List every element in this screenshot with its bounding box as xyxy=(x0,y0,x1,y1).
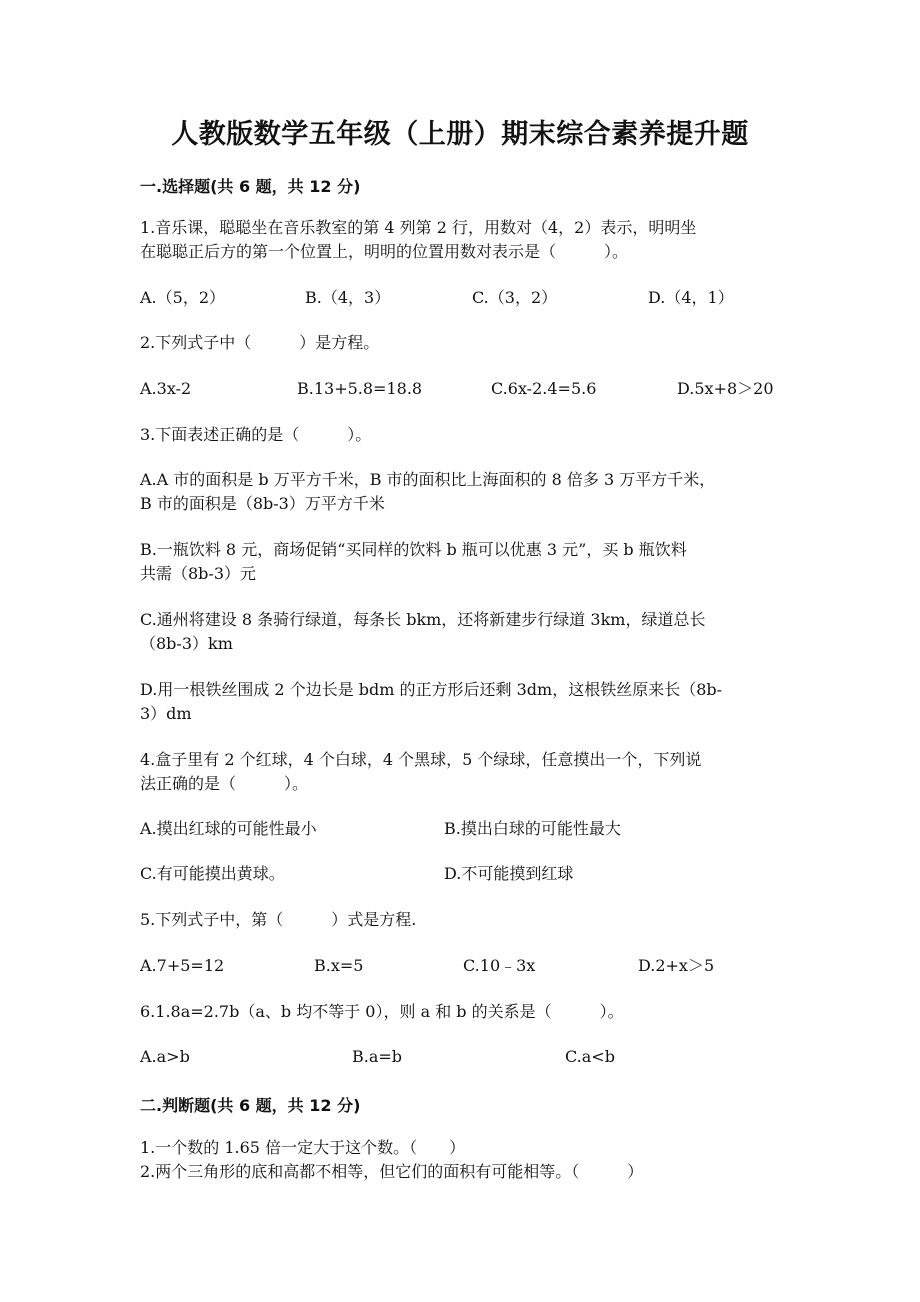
question-3-option-b-line-1: B.一瓶饮料 8 元，商场促销“买同样的饮料 b 瓶可以优惠 3 元”，买 b 瓶饮料 xyxy=(140,540,687,559)
question-3-option-a-line-2: B 市的面积是（8b-3）万平方千米 xyxy=(140,494,385,513)
question-1-option-d: D.（4，1） xyxy=(648,288,734,307)
question-2-option-c: C.6x-2.4=5.6 xyxy=(491,379,597,398)
question-1-option-a: A.（5，2） xyxy=(140,288,226,307)
question-4-option-d: D.不可能摸到红球 xyxy=(444,864,574,883)
question-5-option-c: C.10﹣3x xyxy=(463,956,536,975)
question-2-option-d: D.5x+8＞20 xyxy=(677,379,774,398)
question-3-option-a-line-1: A.A 市的面积是 b 万平方千米，B 市的面积比上海面积的 8 倍多 3 万平方千米， xyxy=(140,470,716,489)
question-5-text: 5.下列式子中，第（ ）式是方程. xyxy=(140,910,417,929)
question-5-option-b: B.x=5 xyxy=(314,956,364,975)
question-2-text: 2.下列式子中（ ）是方程。 xyxy=(140,333,380,352)
question-4-option-a: A.摸出红球的可能性最小 xyxy=(140,819,317,838)
question-2-option-b: B.13+5.8=18.8 xyxy=(297,379,423,398)
question-6-option-b: B.a=b xyxy=(352,1047,403,1066)
judgement-question-2: 2.两个三角形的底和高都不相等，但它们的面积有可能相等。（ ） xyxy=(140,1162,644,1181)
question-6-option-a: A.a>b xyxy=(140,1047,190,1066)
question-5-option-d: D.2+x＞5 xyxy=(638,956,715,975)
question-4-line-2: 法正确的是（ ）。 xyxy=(140,774,309,793)
question-3-option-c-line-2: （8b-3）km xyxy=(140,634,233,653)
question-3-option-d-line-2: 3）dm xyxy=(140,704,192,723)
section-heading-choice: 一.选择题(共 6 题，共 12 分) xyxy=(140,177,361,196)
question-4-option-b: B.摸出白球的可能性最大 xyxy=(444,819,621,838)
section-heading-judgement: 二.判断题(共 6 题，共 12 分) xyxy=(140,1096,361,1115)
question-2-option-a: A.3x-2 xyxy=(140,379,192,398)
question-3-option-c-line-1: C.通州将建设 8 条骑行绿道，每条长 bkm，还将新建步行绿道 3km，绿道总长 xyxy=(140,610,706,629)
question-1-line-1: 1.音乐课，聪聪坐在音乐教室的第 4 列第 2 行，用数对（4，2）表示，明明坐 xyxy=(140,218,697,237)
page-title: 人教版数学五年级（上册）期末综合素养提升题 xyxy=(171,119,749,150)
question-3-option-d-line-1: D.用一根铁丝围成 2 个边长是 bdm 的正方形后还剩 3dm，这根铁丝原来长（8b- xyxy=(140,680,723,699)
question-4-line-1: 4.盒子里有 2 个红球，4 个白球，4 个黑球，5 个绿球，任意摸出一个，下列说 xyxy=(140,750,702,769)
question-4-option-c: C.有可能摸出黄球。 xyxy=(140,864,285,883)
judgement-question-1: 1.一个数的 1.65 倍一定大于这个数。（ ） xyxy=(140,1138,466,1157)
question-1-option-c: C.（3，2） xyxy=(472,288,558,307)
question-6-option-c: C.a<b xyxy=(565,1047,615,1066)
question-6-text: 6.1.8a=2.7b（a、b 均不等于 0），则 a 和 b 的关系是（ ）。 xyxy=(140,1002,624,1021)
question-3-text: 3.下面表述正确的是（ ）。 xyxy=(140,425,372,444)
question-1-line-2: 在聪聪正后方的第一个位置上，明明的位置用数对表示是（ ）。 xyxy=(140,242,629,261)
question-1-option-b: B.（4，3） xyxy=(305,288,391,307)
question-3-option-b-line-2: 共需（8b-3）元 xyxy=(140,564,257,583)
question-5-option-a: A.7+5=12 xyxy=(140,956,225,975)
